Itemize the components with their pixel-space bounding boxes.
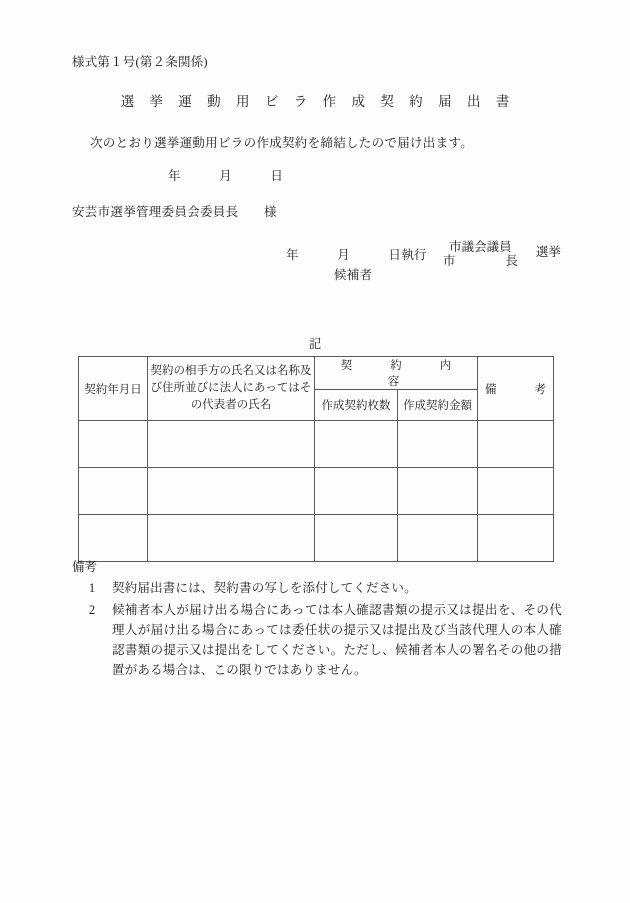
cell-sheets[interactable] (315, 421, 398, 468)
header-amount: 作成契約金額 (398, 390, 478, 421)
election-line (286, 240, 561, 268)
note-number: 2 (88, 602, 96, 617)
notes-section (72, 558, 562, 681)
table-header-row-1 (79, 357, 554, 390)
table-row (79, 421, 554, 468)
note-text: 候補者本人が届け出る場合にあっては本人確認書類の提示又は提出を、その代理人が届け出る場合にあっては委任状の提示又は提出及び当該代理人の本人確認書類の提示又は提出をしてください。ただし、候補者本人の署名その他の措置がある場合は、この限りではありません。 (112, 602, 562, 678)
page-title: 選 挙 運 動 用 ビ ラ 作 成 契 約 届 出 書 (120, 94, 516, 109)
addressee-line: 安芸市選挙管理委員会委員長 様 (72, 205, 277, 219)
note-item (72, 600, 562, 681)
header-contract-content: 契 約 内 容 (315, 357, 478, 390)
cell-contract-date[interactable] (79, 468, 148, 515)
submission-date-blank: 年 月 日 (168, 169, 284, 183)
note-number: 1 (88, 581, 96, 596)
cell-counterparty[interactable] (148, 515, 315, 562)
note-text: 契約届出書には、契約書の写しを添付してください。 (112, 581, 417, 596)
cell-contract-date[interactable] (79, 421, 148, 468)
cell-amount[interactable] (398, 468, 478, 515)
office-assembly-member: 市議会議員 (449, 240, 512, 254)
lead-paragraph: 次のとおり選挙運動用ビラの作成契約を締結したので届け出ます。 (90, 136, 474, 150)
cell-remarks[interactable] (478, 421, 554, 468)
contract-table (78, 356, 554, 562)
cell-amount[interactable] (398, 421, 478, 468)
cell-counterparty[interactable] (148, 421, 315, 468)
notes-title: 備考 (72, 560, 98, 574)
cell-amount[interactable] (398, 515, 478, 562)
table-row (79, 468, 554, 515)
cell-remarks[interactable] (478, 515, 554, 562)
note-item (72, 578, 562, 598)
office-mayor: 市 長 (442, 254, 518, 268)
section-mark: 記 (308, 337, 322, 351)
signature-block (286, 240, 561, 268)
cell-remarks[interactable] (478, 468, 554, 515)
cell-contract-date[interactable] (79, 515, 148, 562)
form-number: 様式第１号(第２条関係) (72, 55, 208, 69)
candidate-label: 候補者 (334, 268, 373, 282)
office-stack (443, 240, 518, 268)
cell-sheets[interactable] (315, 515, 398, 562)
header-remarks: 備 考 (478, 357, 554, 421)
header-contract-date: 契約年月日 (79, 357, 148, 421)
cell-sheets[interactable] (315, 468, 398, 515)
header-counterparty: 契約の相手方の氏名又は名称及び住所並びに法人にあってはその代表者の氏名 (148, 357, 315, 421)
header-sheets: 作成契約枚数 (315, 390, 398, 421)
execution-date-blank: 年 月 日執行 (286, 248, 427, 262)
cell-counterparty[interactable] (148, 468, 315, 515)
election-word: 選挙 (535, 245, 561, 259)
table-row (79, 515, 554, 562)
